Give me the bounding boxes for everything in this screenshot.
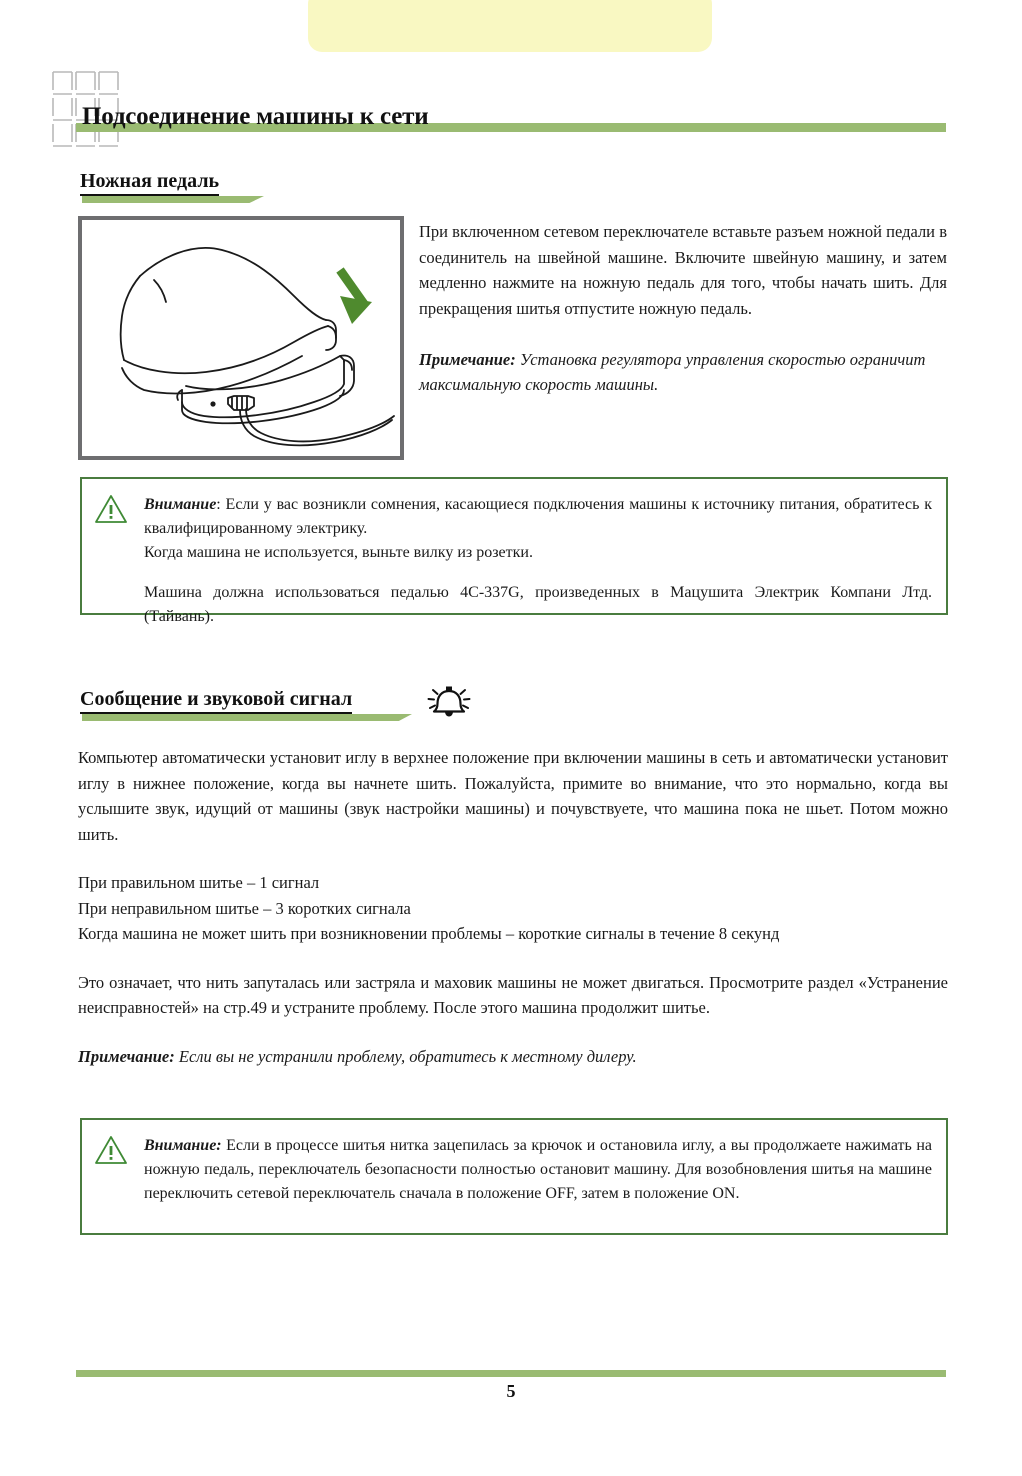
top-yellow-tab (308, 0, 712, 52)
warning-triangle-icon (94, 493, 128, 525)
warning-box-power (80, 477, 948, 625)
warning-text-2: Если в процессе шитья нитка зацепилась за крючок и остановила иглу, а вы продолжаете нажимать на ножную педаль, переключатель безопасности полностью остановит машину. Для возобновления шитья на машине переключить сетевой переключатель сначала в положение OFF, затем в положение ON. (144, 1137, 932, 1202)
signal-note-text: Если вы не устранили проблему, обратитесь к местному дилеру. (174, 1046, 637, 1066)
pedal-note-label: Примечание: (419, 350, 516, 369)
warning-line-1 (144, 493, 932, 541)
page-number: 5 (506, 1381, 516, 1401)
page-title: Подсоединение машины к сети (82, 103, 429, 130)
warning-lead-1: Внимание (144, 496, 217, 513)
page-title-block (0, 103, 1022, 137)
pedal-paragraph: При включенном сетевом переключателе вставьте разъем ножной педали в соединитель на швейной машине. Включите швейную машину, и затем медленно нажмите на ножную педаль для того, чтобы начать шить. Для прекращения шитья отпустите ножную педаль. (419, 222, 947, 318)
signal-paragraph-2: Это означает, что нить запуталась или застряла и маховик машины не может двигаться. Просмотрите раздел «Устранение неисправностей» на стр.49 и устраните проблему. После этого машина продолжит шитье. (78, 972, 948, 1017)
warning-box-safety-switch (80, 1118, 948, 1235)
pedal-text-column (419, 219, 947, 397)
section-heading-pedal: Ножная педаль (80, 170, 219, 196)
footer-green-rule (76, 1370, 946, 1377)
section-heading-green-accent (82, 714, 412, 721)
warning-box-safety-body (144, 1134, 932, 1206)
foot-pedal-illustration (78, 216, 404, 460)
warning-line-2: Когда машина не используется, выньте вилку из розетки. (144, 544, 533, 561)
signal-paragraph-1: Компьютер автоматически установит иглу в верхнее положение при включении машины в сеть и автоматически установит иглу в нижнее положение, когда вы начнете шить. Пожалуйста, примите во внимание, что это нормально, когда вы услышите звук, идущий от машины (звук настройки машины) и почувствуете, что машина пока не шьет. Потом можно шить. (78, 748, 948, 844)
signal-list-line-1: При правильном шитье – 1 сигнал (78, 873, 320, 892)
warning-text-1: : Если у вас возникли сомнения, касающиеся подключения машины к источнику питания, обратитесь к квалифицированному электрику. (144, 496, 932, 537)
signal-list-line-3: Когда машина не может шить при возникновении проблемы – короткие сигналы в течение 8 секунд (78, 924, 780, 943)
signal-text-block (78, 745, 948, 1069)
signal-note (78, 1044, 948, 1070)
bell-icon (424, 682, 474, 724)
warning-triangle-icon (94, 1134, 128, 1166)
signal-note-label: Примечание: (78, 1046, 175, 1066)
warning-line-3: Машина должна использоваться педалью 4C-337G, произведенных в Мацушита Электрик Компани Лтд. (Тайвань). (144, 584, 932, 625)
green-down-arrow (340, 270, 372, 324)
warning-lead-2: Внимание: (144, 1137, 222, 1154)
warning-box-power-body (144, 493, 932, 629)
pedal-note-text: Установка регулятора управления скоростью ограничит максимальную скорость машины. (419, 350, 926, 394)
section-heading-signal: Сообщение и звуковой сигнал (80, 688, 352, 714)
subheading-green-accent (82, 196, 264, 203)
signal-list-line-2: При неправильном шитье – 3 коротких сигнала (78, 898, 411, 918)
pedal-note (419, 347, 947, 397)
warning-2-paragraph (144, 1134, 932, 1206)
